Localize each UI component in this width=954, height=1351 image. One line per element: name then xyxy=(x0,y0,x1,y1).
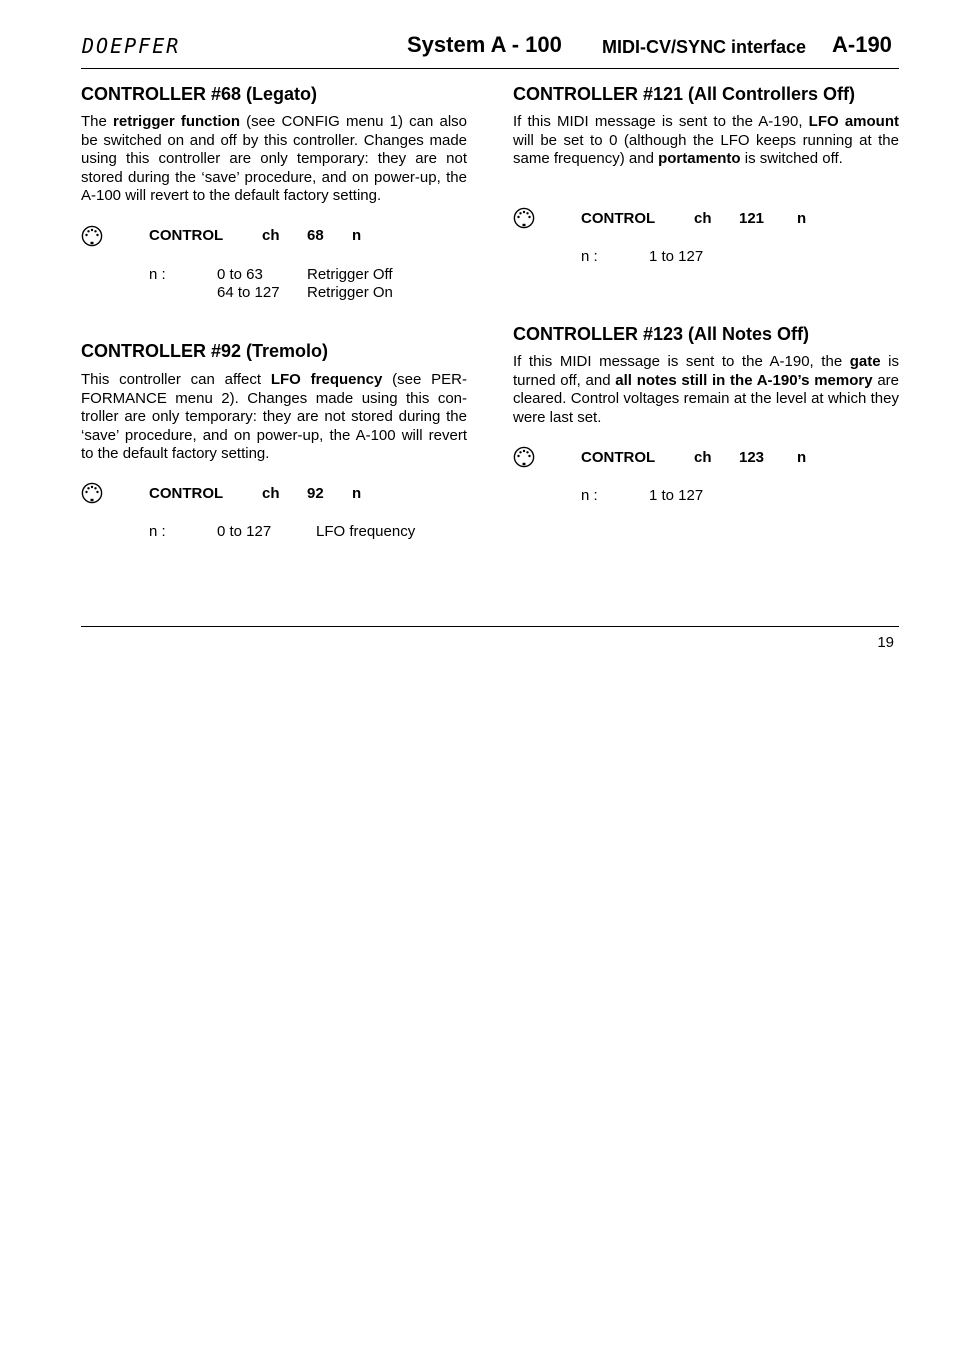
doepfer-logo: DOEPFER xyxy=(82,34,181,58)
section-title-c123: CONTROLLER #123 (All Notes Off) xyxy=(513,324,810,344)
cmd-number: 121 xyxy=(739,210,765,227)
module-code: A-190 xyxy=(832,32,892,57)
value-description: LFO frequency xyxy=(316,523,416,540)
n-label: n : xyxy=(149,523,166,540)
cmd-control: CONTROL xyxy=(149,227,224,244)
section-body-c68: The retrigger function (see CONFIG menu 1) can also be switched on and off by this controller. Changes made using this controller are only temporary: they are not stored during the ‘save’ procedure, and on power-up, the A-100 will revert to the default factory setting. xyxy=(81,113,468,205)
value-range: 64 to 127 xyxy=(217,284,280,301)
cmd-ch: ch xyxy=(262,485,280,502)
cmd-n: n xyxy=(797,449,807,466)
n-label: n : xyxy=(149,266,166,283)
midi-connector-icon xyxy=(81,225,103,247)
section-body-c121: If this MIDI message is sent to the A-190, LFO amount will be set to 0 (although the LFO keeps running at the same frequency) and portamento is switched off. xyxy=(513,113,899,168)
n-label: n : xyxy=(581,487,598,504)
cmd-control: CONTROL xyxy=(581,449,656,466)
cmd-number: 123 xyxy=(739,449,765,466)
value-range: 0 to 63 xyxy=(217,266,263,283)
midi-connector-icon xyxy=(513,446,535,468)
cmd-n: n xyxy=(352,485,362,502)
section-body-c123: If this MIDI message is sent to the A-190, the gate is turned off, and all notes still in the A-190’s memory are cleared. Control voltages remain at the level at which they were last set. xyxy=(513,353,900,426)
section-title-c68: CONTROLLER #68 (Legato) xyxy=(81,84,318,104)
cmd-ch: ch xyxy=(262,227,280,244)
value-range: 1 to 127 xyxy=(649,248,704,265)
section-body-c92: This controller can affect LFO frequency (see PER-FORMANCE menu 2). Changes made using this con-troller are only temporary: they are not stored during the ‘save’ procedure, and on power-up, the A-100 will revert to the default factory setting. xyxy=(81,371,467,463)
midi-connector-icon xyxy=(81,482,103,504)
section-title-c121: CONTROLLER #121 (All Controllers Off) xyxy=(513,84,856,104)
cmd-number: 68 xyxy=(307,227,324,244)
system-title: System A - 100 xyxy=(407,32,562,57)
footer-rule xyxy=(81,626,899,627)
value-range: 0 to 127 xyxy=(217,523,272,540)
cmd-n: n xyxy=(797,210,807,227)
value-description: Retrigger Off xyxy=(307,266,393,283)
n-label: n : xyxy=(581,248,598,265)
value-range: 1 to 127 xyxy=(649,487,704,504)
cmd-ch: ch xyxy=(694,210,712,227)
header-rule xyxy=(81,68,899,69)
section-title-c92: CONTROLLER #92 (Tremolo) xyxy=(81,341,329,361)
module-subtitle: MIDI-CV/SYNC interface xyxy=(602,37,807,57)
midi-connector-icon xyxy=(513,207,535,229)
page-number: 19 xyxy=(877,634,894,651)
cmd-control: CONTROL xyxy=(149,485,224,502)
cmd-n: n xyxy=(352,227,362,244)
cmd-number: 92 xyxy=(307,485,324,502)
cmd-ch: ch xyxy=(694,449,712,466)
value-description: Retrigger On xyxy=(307,284,393,301)
cmd-control: CONTROL xyxy=(581,210,656,227)
